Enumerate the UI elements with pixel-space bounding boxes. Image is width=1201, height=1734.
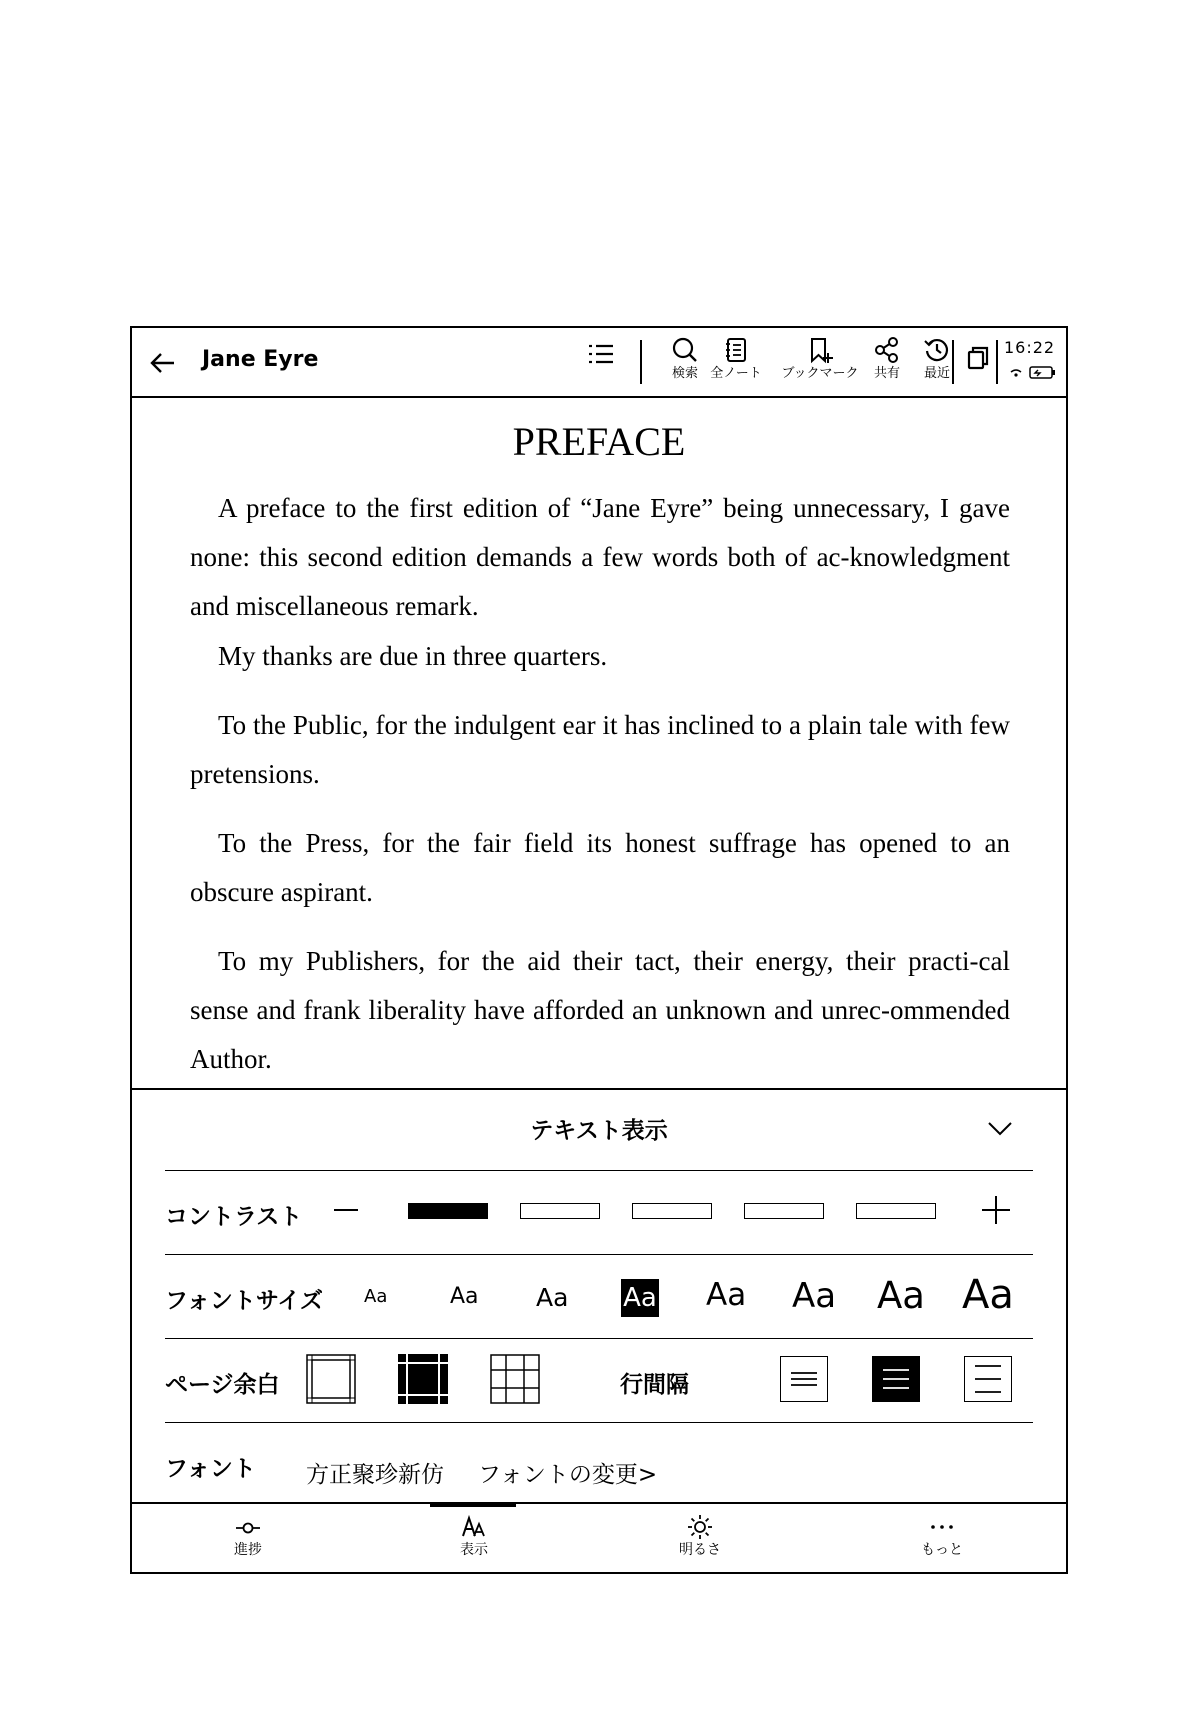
paragraph: A preface to the first edition of “Jane Eyre” being unnecessary, I gave none: this second edition demands a few words both of ac-knowledgment and miscellaneous remark. <box>190 493 1010 621</box>
panel-title: テキスト表示 <box>530 1118 668 1144</box>
paragraph: To the Press, for the fair field its honest suffrage has opened to an obscure aspirant. <box>190 828 1010 907</box>
font-size-option-7[interactable]: Aa <box>877 1274 925 1317</box>
divider <box>165 1254 1033 1255</box>
reading-area[interactable] <box>132 398 1066 1088</box>
line-spacing-label: 行間隔 <box>620 1372 689 1398</box>
search-icon <box>671 336 699 364</box>
divider <box>165 1170 1033 1171</box>
share-label: 共有 <box>873 366 900 381</box>
progress-icon <box>233 1514 263 1540</box>
contrast-level-1[interactable] <box>408 1203 488 1219</box>
book-title: Jane Eyre <box>202 347 319 372</box>
history-icon <box>923 336 951 364</box>
all-notes-button[interactable] <box>704 336 768 388</box>
nav-more[interactable] <box>872 1514 1012 1558</box>
chapter-title: PREFACE <box>512 419 686 464</box>
bookmark-label: ブックマーク <box>781 366 859 381</box>
font-size-label: フォントサイズ <box>165 1288 324 1314</box>
share-icon <box>873 336 901 364</box>
chevron-down-icon[interactable] <box>986 1114 1014 1142</box>
margin-large-icon[interactable] <box>490 1354 540 1404</box>
brightness-icon <box>685 1514 715 1540</box>
list-icon <box>586 340 616 368</box>
clock: 16:22 <box>1004 338 1056 357</box>
bottom-nav <box>132 1502 1066 1574</box>
notebook-icon <box>723 336 749 364</box>
font-size-option-4[interactable]: Aa <box>621 1279 659 1317</box>
change-font-link[interactable]: フォントの変更> <box>478 1462 658 1488</box>
nav-display-label: 表示 <box>460 1542 488 1558</box>
margin-small-icon[interactable] <box>306 1354 356 1404</box>
paragraph: My thanks are due in three quarters. <box>218 641 608 671</box>
bookmark-button[interactable] <box>768 336 872 388</box>
battery-charging-icon <box>1030 367 1055 378</box>
contrast-level-2[interactable] <box>520 1203 600 1219</box>
nav-brightness-label: 明るさ <box>679 1542 721 1558</box>
status-icons <box>1008 364 1058 380</box>
font-label: フォント <box>165 1456 256 1482</box>
margin-medium-icon[interactable] <box>398 1354 448 1404</box>
contrast-label: コントラスト <box>165 1204 303 1230</box>
contrast-level-4[interactable] <box>744 1203 824 1219</box>
current-font-name: 方正聚珍新仿 <box>306 1462 444 1488</box>
font-size-option-3[interactable]: Aa <box>536 1283 569 1312</box>
contrast-increase-button[interactable] <box>980 1194 1012 1226</box>
toolbar-divider <box>952 340 954 384</box>
nav-more-label: もっと <box>921 1542 963 1558</box>
wifi-icon <box>1011 370 1021 377</box>
toc-button[interactable] <box>586 340 616 392</box>
divider <box>165 1338 1033 1339</box>
search-label: 検索 <box>671 366 698 381</box>
page-margin-label: ページ余白 <box>165 1372 280 1398</box>
recent-label: 最近 <box>923 366 950 381</box>
search-button[interactable] <box>660 336 710 388</box>
active-tab-indicator <box>430 1502 516 1507</box>
font-size-option-6[interactable]: Aa <box>792 1276 837 1316</box>
line-spacing-medium[interactable] <box>872 1356 920 1402</box>
nav-display[interactable] <box>404 1514 544 1558</box>
font-size-option-8[interactable]: Aa <box>962 1272 1014 1318</box>
font-size-option-5[interactable]: Aa <box>706 1277 747 1313</box>
line-spacing-narrow[interactable] <box>780 1356 828 1402</box>
text-size-icon <box>459 1514 489 1540</box>
reader-window <box>130 326 1068 1574</box>
text-display-panel <box>132 1088 1066 1502</box>
font-size-option-1[interactable]: Aa <box>364 1286 388 1307</box>
all-notes-label: 全ノート <box>710 366 762 381</box>
contrast-decrease-button[interactable] <box>328 1194 364 1226</box>
line-spacing-wide-icon <box>965 1357 1011 1401</box>
line-spacing-wide[interactable] <box>964 1356 1012 1402</box>
contrast-level-5[interactable] <box>856 1203 936 1219</box>
paragraph: To my Publishers, for the aid their tact, their energy, their practi-cal sense and frank liberality have afforded an unknown and unrec-ommended Author. <box>190 946 1010 1074</box>
toolbar-divider <box>996 340 998 384</box>
share-button[interactable] <box>862 336 912 388</box>
bookmark-add-icon <box>806 336 834 364</box>
multitask-button[interactable] <box>958 344 998 396</box>
nav-brightness[interactable] <box>630 1514 770 1558</box>
line-spacing-medium-icon <box>873 1357 919 1401</box>
line-spacing-narrow-icon <box>781 1357 827 1401</box>
divider <box>165 1422 1033 1423</box>
contrast-level-3[interactable] <box>632 1203 712 1219</box>
back-arrow-icon[interactable] <box>146 346 180 380</box>
windows-icon <box>965 344 991 372</box>
font-size-option-2[interactable]: Aa <box>450 1284 479 1309</box>
toolbar-divider <box>640 340 642 384</box>
recent-button[interactable] <box>912 336 962 388</box>
nav-progress-label: 進捗 <box>234 1542 262 1558</box>
top-bar <box>132 328 1066 398</box>
nav-progress[interactable] <box>178 1514 318 1558</box>
more-dots-icon <box>927 1514 957 1540</box>
paragraph: To the Public, for the indulgent ear it has inclined to a plain tale with few pretensions. <box>190 710 1010 789</box>
